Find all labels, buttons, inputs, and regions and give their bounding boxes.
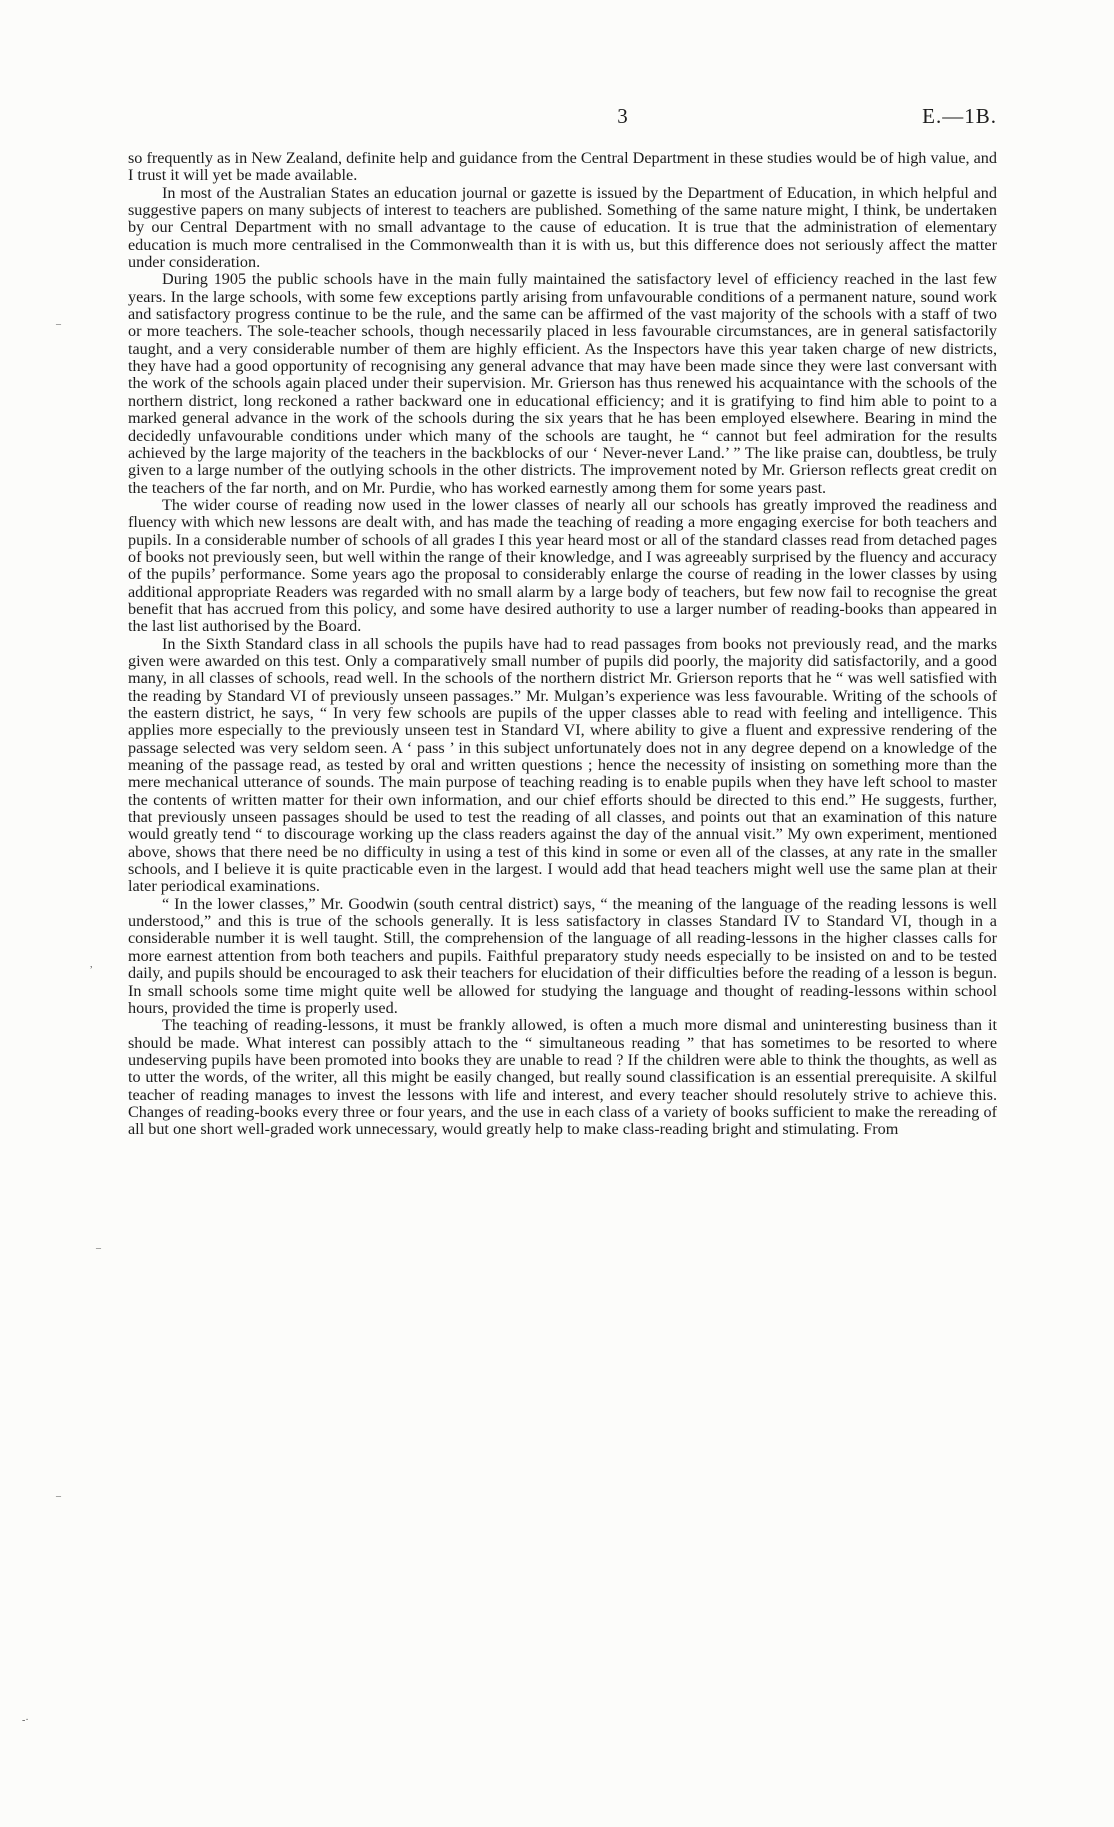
margin-tick-mark: –: [96, 1243, 101, 1254]
margin-tick-mark: –: [56, 1491, 61, 1502]
margin-tick-mark: –: [56, 319, 61, 330]
margin-tick-mark: ,: [90, 959, 93, 970]
paragraph: so frequently as in New Zealand, definite help and guidance from the Central Department in these studies would be of high value, and I trust it will yet be made available.: [128, 149, 997, 185]
document-code: E.—1B.: [922, 104, 997, 128]
page-header: [128, 104, 997, 130]
paragraph: “ In the lower classes,” Mr. Goodwin (south central district) says, “ the meaning of the language of the reading lessons is well understood,” and this is true of the schools generally. It is less satisfactory in classes Standard IV to Standard VI, though in a considerable number it is well taught. Still, the comprehension of the language of all reading-lessons in the higher classes calls for more earnest attention from both teachers and pupils. Faithful preparatory study needs especially to be insisted on and to be tested daily, and pupils should be encouraged to ask their teachers for elucidation of their difficulties before the reading of a lesson is begun. In small schools some time might quite well be allowed for studying the language and thought of reading-lessons within school hours, provided the time is properly used.: [128, 894, 997, 1017]
paragraph: The wider course of reading now used in the lower classes of nearly all our schools has greatly improved the readiness and fluency with which new lessons are dealt with, and has made the teaching of reading a more engaging exercise for both teachers and pupils. In a considerable number of schools of all grades I this year heard most or all of the standard classes read from detached pages of books not previously seen, but well within the range of their knowledge, and I was agreeably surprised by the fluency and accuracy of the pupils’ performance. Some years ago the proposal to considerably enlarge the course of reading in the lower classes by using additional appropriate Readers was regarded with no small alarm by a large body of teachers, but few now fail to recognise the great benefit that has accrued from this policy, and some have desired authority to use a larger number of reading-books than appeared in the last list authorised by the Board.: [128, 495, 997, 636]
paragraph: In the Sixth Standard class in all schools the pupils have had to read passages from books not previously read, and the marks given were awarded on this test. Only a comparatively small number of pupils did poorly, the majority did satisfactorily, and a good many, in all classes of schools, read well. In the schools of the northern district Mr. Grierson reports that he “ was well satisfied with the reading by Standard VI of previously unseen passages.” Mr. Mulgan’s experience was less favourable. Writing of the schools of the eastern district, he says, “ In very few schools are pupils of the upper classes able to read with feeling and intelligence. This applies more especially to the previously unseen test in Standard VI, where ability to give a fluent and expressive rendering of the passage selected was very seldom seen. A ‘ pass ’ in this subject unfortunately does not in any degree depend on a knowledge of the meaning of the passage read, as tested by oral and written questions ; hence the necessity of insisting on something more than the mere mechanical utterance of sounds. The main purpose of teaching reading is to enable pupils when they have left school to master the contents of written matter for their own information, and our chief efforts should be directed to this end.” He suggests, further, that previously unseen passages should be used to test the reading of all classes, and points out that an examination of this nature would greatly tend “ to discourage working up the class readers against the day of the annual visit.” My own experiment, mentioned above, shows that there need be no difficulty in using a test of this kind in some or even all of the classes, at any rate in the smaller schools, and I believe it is quite practicable even in the largest. I would add that head teachers might well use the same plan at their later periodical examinations.: [128, 634, 997, 896]
paragraph: During 1905 the public schools have in the main fully maintained the satisfactory level of efficiency reached in the last few years. In the large schools, with some few exceptions partly arising from unfavourable conditions of a permanent nature, sound work and satisfactory progress continue to be the rule, and the same can be affirmed of the vast majority of the schools with a staff of two or more teachers. The sole-teacher schools, though necessarily placed in less favourable circumstances, are in general satisfactorily taught, and a very considerable number of them are highly efficient. As the Inspectors have this year taken charge of new districts, they have had a good opportunity of recognising any general advance that may have been made since they were last conversant with the work of the schools again placed under their supervision. Mr. Grierson has thus renewed his acquaintance with the schools of the northern district, long reckoned a rather backward one in educational efficiency; and it is gratifying to find him able to point to a marked general advance in the work of the schools during the six years that he has been employed elsewhere. Bearing in mind the decidedly unfavourable conditions under which many of the schools are taught, he “ cannot but feel admiration for the results achieved by the large majority of the teachers in the backblocks of our ‘ Never-never Land.’ ” The like praise can, doubtless, be truly given to a large number of the outlying schools in the other districts. The improvement noted by Mr. Grierson reflects great credit on the teachers of the far north, and on Mr. Purdie, who has worked earnestly among them for some years past.: [128, 270, 997, 497]
paragraph: In most of the Australian States an education journal or gazette is issued by the Department of Education, in which helpful and suggestive papers on many subjects of interest to teachers are published. Something of the same nature might, I think, be undertaken by our Central Department with no small advantage to the cause of education. It is true that the administration of elementary education is much more centralised in the Commonwealth than it is with us, but this difference does not seriously affect the matter under consideration.: [128, 183, 997, 272]
report-body: [128, 150, 997, 1139]
page-number: 3: [617, 104, 628, 128]
margin-tick-mark: -·: [22, 1715, 29, 1726]
paragraph: The teaching of reading-lessons, it must be frankly allowed, is often a much more dismal and uninteresting business than it should be made. What interest can possibly attach to the “ simultaneous reading ” that has sometimes to be resorted to where undeserving pupils have been promoted into books they are unable to read ? If the children were able to think the thoughts, as well as to utter the words, of the writer, all this might be easily changed, but really sound classification is an essential prerequisite. A skilful teacher of reading manages to invest the lessons with life and interest, and every teacher should resolutely strive to achieve this. Changes of reading-books every three or four years, and the use in each class of a variety of books sufficient to make the rereading of all but one short well-graded work unnecessary, would greatly help to make class-reading bright and stimulating. From: [128, 1016, 997, 1139]
